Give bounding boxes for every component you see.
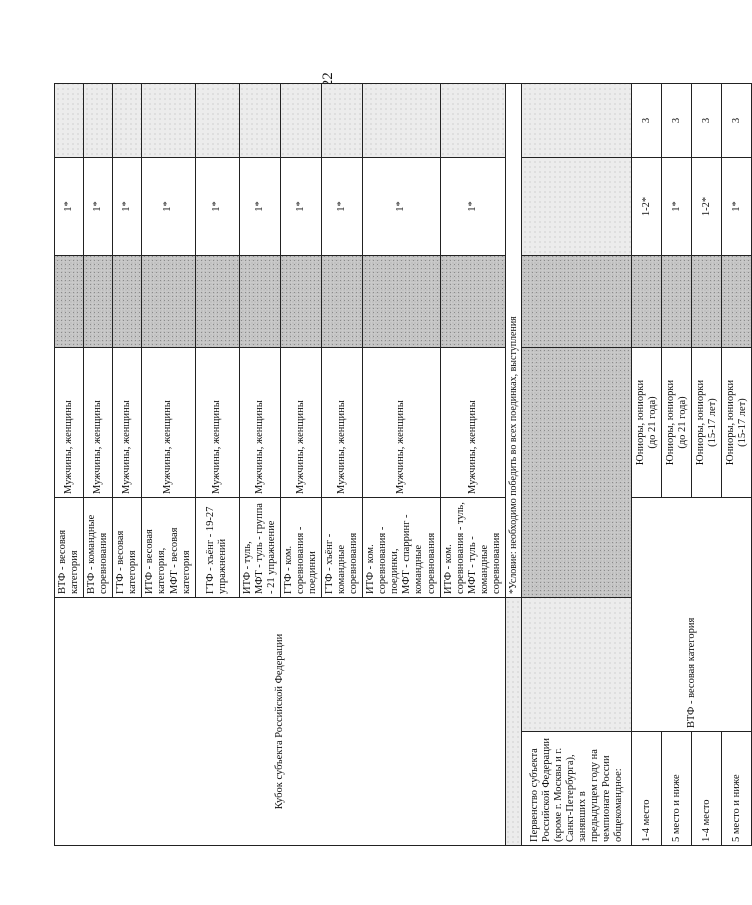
points-cell: 3 — [632, 84, 662, 158]
participants-cell: Мужчины, женщины — [113, 348, 142, 498]
points-cell: 3 — [722, 84, 752, 158]
shaded-cell — [522, 84, 632, 158]
table-row — [662, 84, 692, 846]
cup-subject-cell: Кубок субъекта Российской Федерации — [55, 598, 506, 846]
place-cell: 1* — [239, 158, 280, 256]
shaded-cell — [632, 256, 662, 348]
participants-cell: Мужчины, женщины — [55, 348, 84, 498]
shaded-cell — [440, 256, 505, 348]
participants-cell: Мужчины, женщины — [239, 348, 280, 498]
shaded-cell — [195, 256, 239, 348]
place-cell: 1* — [195, 158, 239, 256]
shaded-cell — [722, 256, 752, 348]
placement-label: 1-4 место — [632, 732, 662, 846]
shaded-cell — [662, 256, 692, 348]
championship-header: Первенство субъекта Российской Федерации (кроме г. Москвы и г. Санкт-Петербурга), занявших в предыдущем году на чемпионате России общекомандное: — [522, 732, 632, 846]
shaded-cell — [692, 256, 722, 348]
shaded-cell — [363, 256, 440, 348]
table-row — [505, 84, 522, 846]
place-cell: 1* — [662, 158, 692, 256]
place-cell: 1* — [322, 158, 363, 256]
participants-cell: Юниоры, юниорки (15-17 лет) — [722, 348, 752, 498]
shaded-cell — [322, 256, 363, 348]
shaded-cell — [522, 598, 632, 732]
place-cell: 1* — [440, 158, 505, 256]
participants-cell: Юниоры, юниорки (15-17 лет) — [692, 348, 722, 498]
participants-cell: Мужчины, женщины — [142, 348, 195, 498]
shaded-cell — [522, 158, 632, 256]
participants-cell: Мужчины, женщины — [440, 348, 505, 498]
rotated-table-area — [54, 84, 748, 846]
place-cell: 1* — [84, 158, 113, 256]
condition-note: *Условие: необходимо победить во всех поединках, выступления — [505, 84, 522, 598]
shaded-cell — [142, 256, 195, 348]
placement-label: 1-4 место — [692, 732, 722, 846]
discipline-cell: ВТФ - весовая категория — [55, 498, 84, 598]
shaded-cell — [195, 84, 239, 158]
discipline-cell: ИТФ - ком. соревнования - туль, МФТ - туль - командные соревнования — [440, 498, 505, 598]
participants-cell: Юниоры, юниорки (до 21 года) — [662, 348, 692, 498]
norms-table — [54, 83, 752, 846]
points-cell: 3 — [692, 84, 722, 158]
table-row — [632, 84, 662, 846]
table-body — [55, 84, 752, 846]
place-cell: 1* — [722, 158, 752, 256]
participants-cell: Мужчины, женщины — [322, 348, 363, 498]
table-row — [722, 84, 752, 846]
discipline-cell: ИТФ - туль, МФТ - туль - группа - 21 упражнение — [239, 498, 280, 598]
shaded-cell — [280, 84, 321, 158]
shaded-cell — [280, 256, 321, 348]
shaded-cell — [239, 256, 280, 348]
points-cell: 3 — [662, 84, 692, 158]
participants-cell: Мужчины, женщины — [84, 348, 113, 498]
participants-cell: Мужчины, женщины — [195, 348, 239, 498]
shaded-cell — [113, 84, 142, 158]
table-row — [522, 84, 632, 846]
participants-cell: Мужчины, женщины — [363, 348, 440, 498]
place-cell: 1* — [142, 158, 195, 256]
shaded-cell — [55, 256, 84, 348]
place-cell: 1* — [55, 158, 84, 256]
shaded-cell — [84, 84, 113, 158]
shaded-cell — [440, 84, 505, 158]
participants-cell: Юниоры, юниорки (до 21 года) — [632, 348, 662, 498]
discipline-cell: ИТФ - весовая категория, МФТ - весовая категория — [142, 498, 195, 598]
place-cell: 1* — [363, 158, 440, 256]
championship-discipline: ВТФ - весовая категория — [632, 498, 752, 732]
participants-cell: Мужчины, женщины — [280, 348, 321, 498]
place-cell: 1-2* — [632, 158, 662, 256]
shaded-cell — [322, 84, 363, 158]
discipline-cell: ГТФ - весовая категория — [113, 498, 142, 598]
discipline-cell: ВТФ - командные соревнования — [84, 498, 113, 598]
place-cell: 1* — [280, 158, 321, 256]
place-cell: 1* — [113, 158, 142, 256]
shaded-cell — [522, 256, 632, 348]
discipline-cell: ГТФ - хъёнг - 19-27 упражнений — [195, 498, 239, 598]
shaded-cell — [55, 84, 84, 158]
table-row — [55, 84, 84, 846]
placement-label: 5 место и ниже — [662, 732, 692, 846]
shaded-cell — [522, 348, 632, 598]
norms-table-container — [54, 84, 748, 846]
discipline-cell: ГТФ - хъёнг - командные соревнования — [322, 498, 363, 598]
shaded-cell — [84, 256, 113, 348]
discipline-cell: ИТФ - ком. соревнования - поединки, МФТ - спарринг - командные соревнования — [363, 498, 440, 598]
placement-label: 5 место и ниже — [722, 732, 752, 846]
discipline-cell: ГТФ - ком. соревнования - поединки — [280, 498, 321, 598]
table-row — [692, 84, 722, 846]
place-cell: 1-2* — [692, 158, 722, 256]
shaded-cell — [239, 84, 280, 158]
shaded-cell — [113, 256, 142, 348]
shaded-cell — [142, 84, 195, 158]
shaded-cell — [505, 598, 522, 846]
shaded-cell — [363, 84, 440, 158]
